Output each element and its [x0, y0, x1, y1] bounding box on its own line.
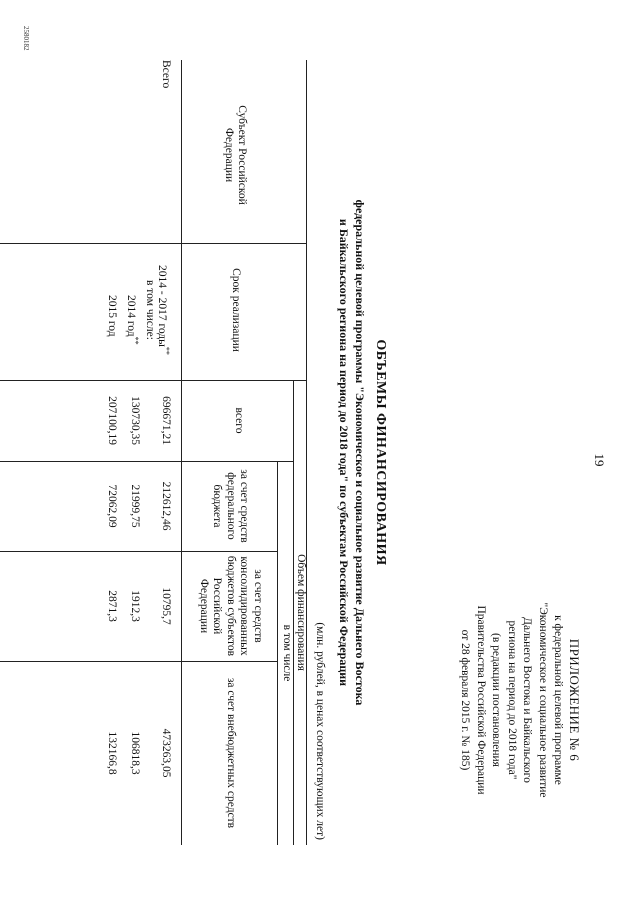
page-number: 19	[592, 453, 607, 467]
appendix-title: ПРИЛОЖЕНИЕ № 6	[567, 638, 582, 762]
footnote-marker: **	[131, 336, 140, 345]
appendix-line: "Экономическое и социальное развитие	[537, 602, 549, 798]
row-2014-total: 130730,35	[129, 396, 141, 445]
row-2014-extra: 106818,3	[129, 731, 141, 775]
heading-subtitle-line2: и Байкальского региона на период до 2018 года" по субъектам Российской Федерации	[337, 218, 351, 687]
row-total-federal: 212612,46	[160, 481, 172, 531]
row-2014-period-text: 2014 год	[125, 295, 138, 337]
header-extra: за счет внебюджетных средств	[224, 677, 237, 829]
header-federal: за счет средств федерального бюджета	[211, 469, 251, 543]
appendix-line: Правительства Российской Федерации	[475, 605, 487, 795]
units-note: (млн. рублей, в ценах соответствующих лет)	[314, 622, 326, 840]
document-heading	[336, 60, 388, 845]
row-total-subject: Всего	[160, 60, 172, 89]
header-regional: за счет средств консолидированных бюджетов субъектов Российской Федерации	[197, 555, 264, 657]
row-total-period-text: 2014 - 2017 годы	[156, 265, 169, 347]
col-divider-total	[0, 461, 294, 462]
header-subject: Субъект Российской Федерации	[223, 105, 249, 205]
appendix-line: (в редакции постановления	[490, 633, 503, 767]
heading-subtitle-line1: федеральной целевой программы "Экономическое и социальное развитие Дальнего Востока	[353, 199, 367, 706]
appendix-line: от 28 февраля 2015 г. № 185)	[459, 629, 472, 771]
appendix-line: Дальнего Востока и Байкальского	[521, 617, 534, 783]
row-including-label: в том числе:	[144, 280, 156, 340]
row-2015-regional: 2871,3	[106, 590, 118, 622]
header-volume: Объем финансирования	[295, 554, 308, 671]
appendix-line: к федеральной целевой программе	[552, 615, 565, 785]
row-2015-total: 207100,19	[106, 396, 118, 445]
document-code: 2580182	[22, 26, 30, 51]
header-period: Срок реализации	[229, 268, 242, 352]
row-total-regional: 10795,7	[160, 587, 172, 625]
row-total-total: 696671,21	[160, 396, 172, 445]
row-2014-regional: 1912,3	[129, 590, 141, 622]
row-2014-period	[124, 295, 142, 345]
row-total-period	[155, 265, 173, 355]
row-2015-period: 2015 год	[106, 295, 118, 337]
col-divider-subject	[0, 243, 307, 244]
row-2015-federal: 72062,09	[106, 484, 118, 528]
row-total-extra: 473263,05	[160, 728, 172, 778]
footnote-marker: **	[162, 346, 171, 355]
heading-title: ОБЪЕМЫ ФИНАНСИРОВАНИЯ	[373, 339, 388, 566]
appendix-block	[457, 520, 582, 880]
header-total: всего	[232, 407, 245, 434]
row-2014-federal: 21999,75	[129, 484, 141, 528]
appendix-line: региона на период до 2018 года"	[506, 620, 518, 780]
row-2015-extra: 132166,8	[106, 731, 118, 775]
header-including: в том числе	[280, 624, 293, 682]
